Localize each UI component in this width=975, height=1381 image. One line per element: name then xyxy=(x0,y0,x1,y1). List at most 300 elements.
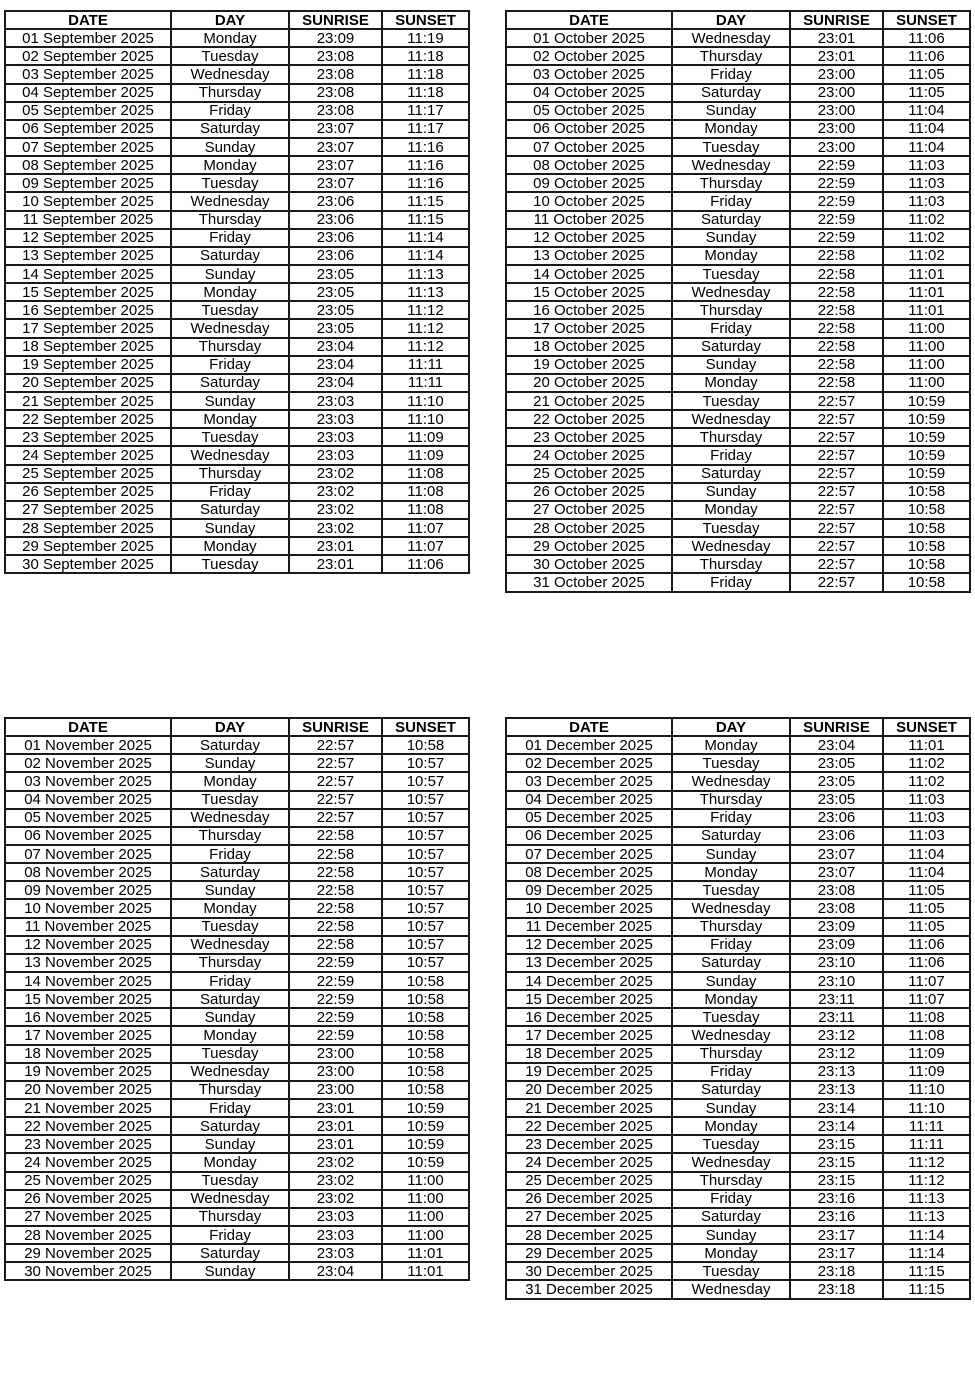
day-cell: Sunday xyxy=(171,265,289,283)
date-cell: 19 October 2025 xyxy=(506,356,672,374)
sunset-cell: 11:12 xyxy=(883,1153,970,1171)
date-cell: 21 November 2025 xyxy=(5,1099,171,1117)
date-cell: 28 November 2025 xyxy=(5,1226,171,1244)
day-cell: Monday xyxy=(171,899,289,917)
table-row xyxy=(5,1172,469,1190)
table-row xyxy=(506,120,970,138)
date-cell: 16 November 2025 xyxy=(5,1008,171,1026)
day-cell: Saturday xyxy=(672,465,790,483)
table-row xyxy=(506,754,970,772)
day-cell: Thursday xyxy=(171,954,289,972)
date-cell: 18 November 2025 xyxy=(5,1045,171,1063)
date-cell: 05 November 2025 xyxy=(5,809,171,827)
sunrise-cell: 23:12 xyxy=(790,1026,883,1044)
date-cell: 02 December 2025 xyxy=(506,754,672,772)
date-cell: 21 December 2025 xyxy=(506,1099,672,1117)
sunrise-cell: 22:58 xyxy=(790,338,883,356)
table-row xyxy=(5,1135,469,1153)
table-row xyxy=(506,954,970,972)
sunset-cell: 11:01 xyxy=(883,736,970,754)
day-cell: Sunday xyxy=(672,1099,790,1117)
date-cell: 03 November 2025 xyxy=(5,772,171,790)
day-cell: Monday xyxy=(171,772,289,790)
sunset-cell: 10:57 xyxy=(382,772,469,790)
table-row xyxy=(506,102,970,120)
day-cell: Saturday xyxy=(171,863,289,881)
table-row xyxy=(5,392,469,410)
sunset-cell: 10:59 xyxy=(382,1153,469,1171)
table-row xyxy=(5,102,469,120)
table-row xyxy=(5,881,469,899)
table-row xyxy=(5,845,469,863)
table-row xyxy=(5,47,469,65)
sunset-cell: 11:12 xyxy=(382,301,469,319)
sunset-cell: 11:07 xyxy=(382,537,469,555)
table-row xyxy=(506,483,970,501)
sunrise-cell: 22:59 xyxy=(790,211,883,229)
sunrise-cell: 22:57 xyxy=(790,392,883,410)
sunset-cell: 10:59 xyxy=(883,465,970,483)
date-cell: 07 September 2025 xyxy=(5,138,171,156)
date-cell: 20 October 2025 xyxy=(506,374,672,392)
date-cell: 23 September 2025 xyxy=(5,428,171,446)
table-row xyxy=(506,899,970,917)
sunrise-cell: 23:02 xyxy=(289,1190,382,1208)
table-row xyxy=(506,1172,970,1190)
date-cell: 31 December 2025 xyxy=(506,1280,672,1298)
day-cell: Friday xyxy=(171,972,289,990)
sunrise-cell: 22:58 xyxy=(289,899,382,917)
table-row xyxy=(506,881,970,899)
table-row xyxy=(5,1190,469,1208)
date-cell: 27 September 2025 xyxy=(5,501,171,519)
table-row xyxy=(506,465,970,483)
day-cell: Wednesday xyxy=(171,319,289,337)
sunrise-cell: 23:06 xyxy=(289,229,382,247)
sunrise-cell: 23:00 xyxy=(289,1081,382,1099)
table-row xyxy=(5,555,469,573)
sunrise-cell: 23:01 xyxy=(289,537,382,555)
table-row xyxy=(5,29,469,47)
date-cell: 02 November 2025 xyxy=(5,754,171,772)
date-cell: 05 October 2025 xyxy=(506,102,672,120)
sunset-cell: 11:10 xyxy=(382,392,469,410)
sunrise-cell: 22:57 xyxy=(289,809,382,827)
table-row xyxy=(506,47,970,65)
day-cell: Thursday xyxy=(171,338,289,356)
day-cell: Saturday xyxy=(672,211,790,229)
day-cell: Sunday xyxy=(171,1008,289,1026)
sunset-cell: 11:00 xyxy=(382,1190,469,1208)
sunrise-cell: 23:01 xyxy=(790,47,883,65)
sunset-cell: 10:58 xyxy=(382,1026,469,1044)
sunrise-cell: 22:59 xyxy=(289,954,382,972)
day-cell: Wednesday xyxy=(672,1026,790,1044)
sunset-cell: 11:08 xyxy=(382,501,469,519)
sunrise-cell: 22:58 xyxy=(289,863,382,881)
sunset-cell: 11:15 xyxy=(883,1262,970,1280)
sunrise-cell: 22:57 xyxy=(790,537,883,555)
sunrise-cell: 23:16 xyxy=(790,1190,883,1208)
day-cell: Friday xyxy=(672,936,790,954)
date-cell: 13 November 2025 xyxy=(5,954,171,972)
day-cell: Sunday xyxy=(171,519,289,537)
day-cell: Monday xyxy=(672,501,790,519)
table-row xyxy=(506,156,970,174)
table-row xyxy=(506,1081,970,1099)
sunrise-cell: 22:57 xyxy=(790,501,883,519)
sunset-cell: 10:57 xyxy=(382,827,469,845)
date-cell: 03 September 2025 xyxy=(5,65,171,83)
sunrise-cell: 22:59 xyxy=(289,1026,382,1044)
sunset-cell: 11:03 xyxy=(883,156,970,174)
day-header: DAY xyxy=(672,718,790,736)
day-cell: Thursday xyxy=(171,211,289,229)
table-row xyxy=(506,501,970,519)
day-cell: Friday xyxy=(171,483,289,501)
date-cell: 08 September 2025 xyxy=(5,156,171,174)
table-row xyxy=(506,845,970,863)
date-cell: 06 October 2025 xyxy=(506,120,672,138)
day-cell: Saturday xyxy=(672,338,790,356)
date-cell: 03 December 2025 xyxy=(506,772,672,790)
day-cell: Tuesday xyxy=(672,265,790,283)
sunset-cell: 11:05 xyxy=(883,881,970,899)
sunset-cell: 11:10 xyxy=(382,410,469,428)
sunrise-cell: 23:02 xyxy=(289,1153,382,1171)
day-cell: Thursday xyxy=(171,1208,289,1226)
sunset-cell: 11:06 xyxy=(883,47,970,65)
sunset-cell: 11:04 xyxy=(883,863,970,881)
date-cell: 23 December 2025 xyxy=(506,1135,672,1153)
sunrise-header: SUNRISE xyxy=(289,718,382,736)
sunset-cell: 11:12 xyxy=(883,1172,970,1190)
sunset-cell: 10:58 xyxy=(382,972,469,990)
sunset-cell: 10:59 xyxy=(382,1135,469,1153)
day-cell: Tuesday xyxy=(171,174,289,192)
sunrise-cell: 23:05 xyxy=(289,301,382,319)
day-cell: Saturday xyxy=(171,501,289,519)
date-cell: 28 September 2025 xyxy=(5,519,171,537)
table-row xyxy=(5,465,469,483)
sunset-cell: 11:02 xyxy=(883,772,970,790)
sunrise-cell: 23:07 xyxy=(289,138,382,156)
date-cell: 15 October 2025 xyxy=(506,283,672,301)
sunrise-cell: 23:11 xyxy=(790,990,883,1008)
sunrise-cell: 23:08 xyxy=(790,881,883,899)
sunrise-cell: 23:01 xyxy=(790,29,883,47)
date-cell: 14 September 2025 xyxy=(5,265,171,283)
sunset-cell: 11:10 xyxy=(883,1081,970,1099)
day-cell: Sunday xyxy=(171,1262,289,1280)
day-header: DAY xyxy=(672,11,790,29)
sunset-cell: 11:13 xyxy=(382,283,469,301)
day-cell: Tuesday xyxy=(672,1262,790,1280)
day-cell: Friday xyxy=(171,102,289,120)
sunrise-cell: 23:00 xyxy=(790,84,883,102)
sunrise-cell: 22:58 xyxy=(790,319,883,337)
table-row xyxy=(506,1026,970,1044)
sunset-cell: 10:58 xyxy=(382,990,469,1008)
sunset-cell: 11:11 xyxy=(883,1135,970,1153)
sunrise-cell: 22:57 xyxy=(790,465,883,483)
table-row xyxy=(5,1226,469,1244)
sunrise-cell: 23:13 xyxy=(790,1081,883,1099)
date-cell: 26 September 2025 xyxy=(5,483,171,501)
sunset-cell: 10:58 xyxy=(382,1008,469,1026)
day-cell: Thursday xyxy=(171,84,289,102)
day-cell: Friday xyxy=(672,1063,790,1081)
sunrise-cell: 23:04 xyxy=(289,1262,382,1280)
day-cell: Tuesday xyxy=(672,754,790,772)
sunrise-cell: 23:00 xyxy=(289,1063,382,1081)
sunrise-cell: 22:59 xyxy=(790,156,883,174)
day-cell: Monday xyxy=(672,863,790,881)
date-cell: 10 October 2025 xyxy=(506,192,672,210)
sunrise-header: SUNRISE xyxy=(790,11,883,29)
day-cell: Tuesday xyxy=(171,1045,289,1063)
date-cell: 06 September 2025 xyxy=(5,120,171,138)
date-cell: 19 December 2025 xyxy=(506,1063,672,1081)
table-row xyxy=(5,374,469,392)
table-row xyxy=(506,990,970,1008)
date-cell: 27 October 2025 xyxy=(506,501,672,519)
sunrise-cell: 23:07 xyxy=(289,174,382,192)
table-row xyxy=(5,1099,469,1117)
date-cell: 27 December 2025 xyxy=(506,1208,672,1226)
table-row xyxy=(506,338,970,356)
sunrise-cell: 23:13 xyxy=(790,1063,883,1081)
sunset-cell: 11:08 xyxy=(883,1008,970,1026)
date-cell: 16 October 2025 xyxy=(506,301,672,319)
date-cell: 16 December 2025 xyxy=(506,1008,672,1026)
sunset-cell: 10:58 xyxy=(883,501,970,519)
sunset-cell: 10:57 xyxy=(382,918,469,936)
day-cell: Saturday xyxy=(672,827,790,845)
day-cell: Sunday xyxy=(672,483,790,501)
day-cell: Monday xyxy=(672,120,790,138)
sunset-cell: 10:57 xyxy=(382,954,469,972)
table-row xyxy=(5,247,469,265)
sunrise-cell: 23:05 xyxy=(289,283,382,301)
sunset-cell: 11:16 xyxy=(382,174,469,192)
date-cell: 14 November 2025 xyxy=(5,972,171,990)
sunset-cell: 11:18 xyxy=(382,84,469,102)
date-cell: 05 September 2025 xyxy=(5,102,171,120)
day-cell: Thursday xyxy=(672,1172,790,1190)
sunset-cell: 11:02 xyxy=(883,754,970,772)
table-row xyxy=(5,827,469,845)
sunset-cell: 11:08 xyxy=(382,465,469,483)
day-cell: Monday xyxy=(171,1153,289,1171)
table-row xyxy=(506,65,970,83)
sunrise-cell: 23:04 xyxy=(289,374,382,392)
table-row xyxy=(506,772,970,790)
sunset-cell: 11:11 xyxy=(382,356,469,374)
sunrise-cell: 23:10 xyxy=(790,972,883,990)
date-cell: 04 December 2025 xyxy=(506,791,672,809)
sunrise-cell: 23:08 xyxy=(289,102,382,120)
sunset-cell: 11:08 xyxy=(883,1026,970,1044)
day-cell: Monday xyxy=(171,537,289,555)
table-row xyxy=(5,1262,469,1280)
sunset-cell: 11:19 xyxy=(382,29,469,47)
day-cell: Monday xyxy=(171,283,289,301)
sunset-cell: 10:57 xyxy=(382,809,469,827)
sunset-cell: 11:03 xyxy=(883,174,970,192)
header-row xyxy=(506,11,970,29)
day-cell: Friday xyxy=(171,356,289,374)
sunset-cell: 10:57 xyxy=(382,754,469,772)
day-cell: Friday xyxy=(672,1190,790,1208)
table-row xyxy=(5,772,469,790)
sunrise-cell: 23:09 xyxy=(289,29,382,47)
sunrise-cell: 22:58 xyxy=(790,374,883,392)
day-header: DAY xyxy=(171,718,289,736)
sunset-cell: 11:05 xyxy=(883,899,970,917)
sunset-cell: 10:57 xyxy=(382,845,469,863)
sunset-cell: 10:57 xyxy=(382,863,469,881)
sunrise-cell: 22:57 xyxy=(289,736,382,754)
sunrise-cell: 23:00 xyxy=(790,120,883,138)
sunset-cell: 11:01 xyxy=(883,301,970,319)
date-cell: 26 December 2025 xyxy=(506,1190,672,1208)
table-row xyxy=(506,972,970,990)
date-cell: 30 December 2025 xyxy=(506,1262,672,1280)
table-row xyxy=(5,1153,469,1171)
date-cell: 22 October 2025 xyxy=(506,410,672,428)
sunset-cell: 11:04 xyxy=(883,102,970,120)
sunrise-cell: 22:57 xyxy=(790,446,883,464)
sunset-cell: 11:02 xyxy=(883,211,970,229)
table-row xyxy=(5,954,469,972)
date-cell: 20 November 2025 xyxy=(5,1081,171,1099)
date-cell: 26 October 2025 xyxy=(506,483,672,501)
sunset-header: SUNSET xyxy=(883,11,970,29)
table-row xyxy=(5,1081,469,1099)
date-cell: 29 October 2025 xyxy=(506,537,672,555)
sunrise-header: SUNRISE xyxy=(289,11,382,29)
day-cell: Tuesday xyxy=(672,138,790,156)
table-row xyxy=(5,483,469,501)
date-cell: 28 October 2025 xyxy=(506,519,672,537)
sunrise-cell: 22:58 xyxy=(790,356,883,374)
sunrise-cell: 23:06 xyxy=(289,211,382,229)
sunrise-cell: 23:05 xyxy=(790,772,883,790)
sunrise-cell: 23:02 xyxy=(289,1172,382,1190)
sunrise-cell: 23:12 xyxy=(790,1045,883,1063)
date-cell: 07 October 2025 xyxy=(506,138,672,156)
table-row xyxy=(506,211,970,229)
table-row xyxy=(506,1045,970,1063)
sunrise-cell: 23:18 xyxy=(790,1262,883,1280)
sunset-cell: 11:13 xyxy=(382,265,469,283)
date-cell: 01 December 2025 xyxy=(506,736,672,754)
sunset-cell: 11:00 xyxy=(382,1172,469,1190)
table-row xyxy=(5,319,469,337)
date-cell: 18 September 2025 xyxy=(5,338,171,356)
table-row xyxy=(5,301,469,319)
date-cell: 12 October 2025 xyxy=(506,229,672,247)
date-cell: 27 November 2025 xyxy=(5,1208,171,1226)
sunset-cell: 11:04 xyxy=(883,845,970,863)
sunrise-cell: 22:59 xyxy=(790,174,883,192)
day-cell: Monday xyxy=(171,1026,289,1044)
date-cell: 29 September 2025 xyxy=(5,537,171,555)
sunrise-cell: 23:00 xyxy=(289,1045,382,1063)
day-cell: Monday xyxy=(672,1244,790,1262)
date-cell: 22 December 2025 xyxy=(506,1117,672,1135)
sunset-cell: 11:12 xyxy=(382,338,469,356)
date-cell: 10 November 2025 xyxy=(5,899,171,917)
date-cell: 23 October 2025 xyxy=(506,428,672,446)
table-row xyxy=(5,211,469,229)
date-cell: 11 September 2025 xyxy=(5,211,171,229)
day-cell: Friday xyxy=(672,573,790,591)
date-cell: 19 November 2025 xyxy=(5,1063,171,1081)
sunset-cell: 11:05 xyxy=(883,84,970,102)
table-row xyxy=(506,736,970,754)
table-row xyxy=(506,392,970,410)
sunset-cell: 10:59 xyxy=(883,428,970,446)
sunset-cell: 11:05 xyxy=(883,918,970,936)
day-cell: Wednesday xyxy=(672,283,790,301)
day-cell: Friday xyxy=(672,65,790,83)
table-row xyxy=(5,1117,469,1135)
day-cell: Sunday xyxy=(171,881,289,899)
sunrise-cell: 22:57 xyxy=(790,573,883,591)
day-cell: Tuesday xyxy=(672,1008,790,1026)
sunset-cell: 11:13 xyxy=(883,1208,970,1226)
day-cell: Tuesday xyxy=(171,791,289,809)
day-cell: Thursday xyxy=(672,555,790,573)
table-row xyxy=(506,537,970,555)
date-cell: 08 October 2025 xyxy=(506,156,672,174)
day-cell: Wednesday xyxy=(171,192,289,210)
sunrise-cell: 22:58 xyxy=(289,936,382,954)
sunset-cell: 10:58 xyxy=(883,573,970,591)
sunrise-cell: 22:59 xyxy=(790,192,883,210)
sunrise-cell: 23:17 xyxy=(790,1244,883,1262)
sunrise-cell: 23:15 xyxy=(790,1172,883,1190)
day-cell: Saturday xyxy=(171,736,289,754)
sunrise-cell: 23:01 xyxy=(289,1099,382,1117)
table-row xyxy=(506,374,970,392)
sunrise-cell: 22:57 xyxy=(790,483,883,501)
sunset-cell: 11:06 xyxy=(883,936,970,954)
sunset-cell: 11:00 xyxy=(883,319,970,337)
date-cell: 11 November 2025 xyxy=(5,918,171,936)
table-row xyxy=(5,446,469,464)
november-table xyxy=(4,717,470,1281)
table-row xyxy=(5,338,469,356)
sunrise-cell: 22:57 xyxy=(790,555,883,573)
day-cell: Tuesday xyxy=(171,918,289,936)
table-row xyxy=(506,84,970,102)
sunrise-cell: 23:09 xyxy=(790,918,883,936)
date-cell: 02 October 2025 xyxy=(506,47,672,65)
table-row xyxy=(5,791,469,809)
date-cell: 17 November 2025 xyxy=(5,1026,171,1044)
table-row xyxy=(5,265,469,283)
day-cell: Sunday xyxy=(171,392,289,410)
sunset-cell: 11:03 xyxy=(883,809,970,827)
sunset-cell: 11:00 xyxy=(883,374,970,392)
day-cell: Tuesday xyxy=(672,1135,790,1153)
sunrise-cell: 23:06 xyxy=(289,192,382,210)
day-cell: Sunday xyxy=(171,138,289,156)
table-row xyxy=(5,990,469,1008)
